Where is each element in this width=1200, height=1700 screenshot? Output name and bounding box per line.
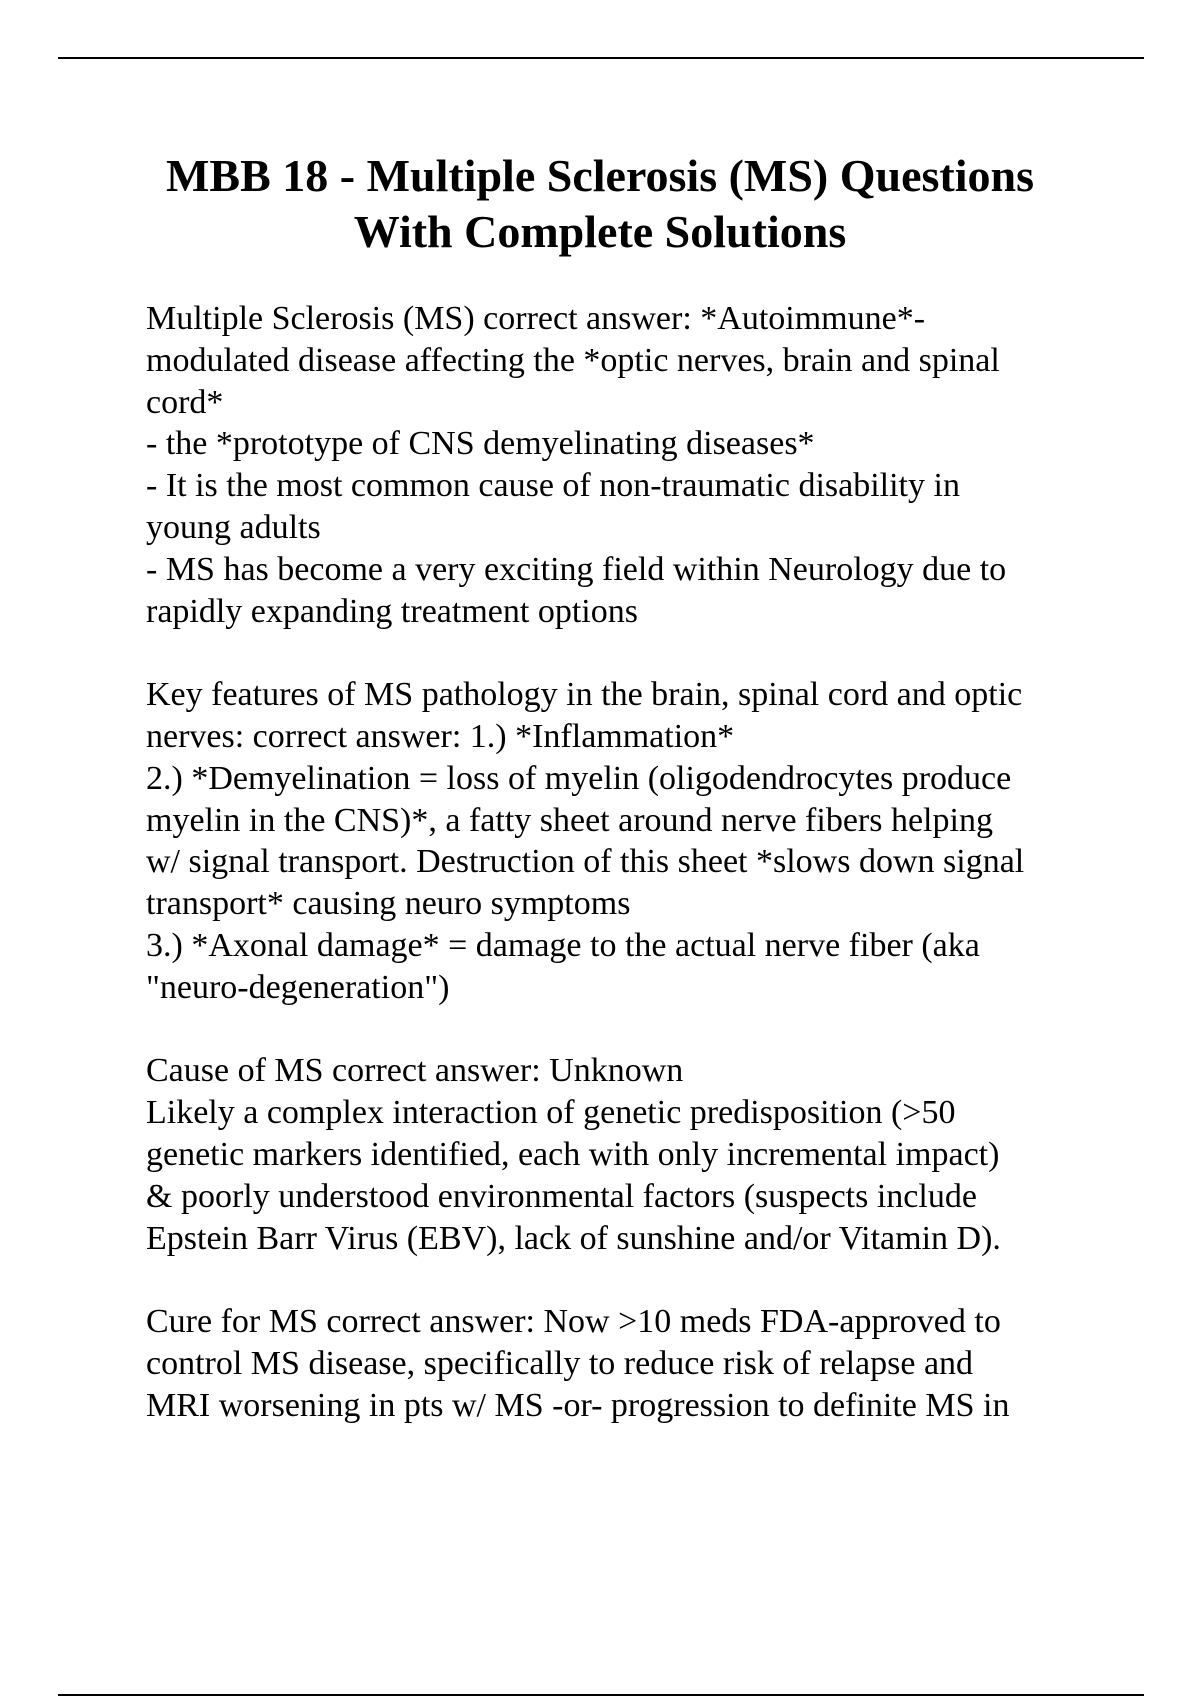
- text-line: control MS disease, specifically to reduce risk of relapse and: [146, 1344, 974, 1382]
- text-line: - MS has become a very exciting field within Neurology due to: [146, 550, 1007, 588]
- qa-entry-multiple-sclerosis: [146, 298, 1096, 632]
- text-line: cord*: [146, 383, 224, 421]
- text-line: myelin in the CNS)*, a fatty sheet around nerve fibers helping: [146, 801, 993, 839]
- qa-entry-key-features: [146, 674, 1096, 1008]
- text-line: genetic markers identified, each with only incremental impact): [146, 1135, 1000, 1173]
- text-line: - the *prototype of CNS demyelinating diseases*: [146, 425, 815, 463]
- text-line: 2.) *Demyelination = loss of myelin (oligodendrocytes produce: [146, 759, 1012, 797]
- text-line: Cause of MS correct answer: Unknown: [146, 1052, 684, 1090]
- text-line: Key features of MS pathology in the brain, spinal cord and optic: [146, 676, 1023, 714]
- text-line: young adults: [146, 508, 321, 546]
- text-line: Cure for MS correct answer: Now >10 meds FDA-approved to: [146, 1303, 1001, 1341]
- document-title: [100, 148, 1100, 260]
- text-line: rapidly expanding treatment options: [146, 592, 638, 630]
- text-line: w/ signal transport. Destruction of this sheet *slows down signal: [146, 843, 1025, 881]
- text-line: Likely a complex interaction of genetic predisposition (>50: [146, 1094, 956, 1132]
- title-line: With Complete Solutions: [353, 206, 847, 257]
- title-line: MBB 18 - Multiple Sclerosis (MS) Questions: [165, 150, 1035, 201]
- text-line: nerves: correct answer: 1.) *Inflammation*: [146, 717, 735, 755]
- text-line: modulated disease affecting the *optic nerves, brain and spinal: [146, 341, 1000, 379]
- text-line: - It is the most common cause of non-traumatic disability in: [146, 467, 960, 505]
- document-body: [146, 298, 1096, 1468]
- top-rule: [58, 57, 1144, 59]
- qa-entry-cause: [146, 1050, 1096, 1259]
- text-line: "neuro-degeneration"): [146, 968, 450, 1006]
- text-line: Epstein Barr Virus (EBV), lack of sunshine and/or Vitamin D).: [146, 1219, 1001, 1257]
- text-line: Multiple Sclerosis (MS) correct answer: *Autoimmune*-: [146, 300, 926, 337]
- bottom-rule: [58, 1694, 1144, 1696]
- text-line: 3.) *Axonal damage* = damage to the actual nerve fiber (aka: [146, 926, 980, 964]
- text-line: & poorly understood environmental factors (suspects include: [146, 1177, 977, 1215]
- qa-entry-cure: [146, 1301, 1096, 1426]
- text-line: MRI worsening in pts w/ MS -or- progression to definite MS in: [146, 1386, 1010, 1424]
- text-line: transport* causing neuro symptoms: [146, 885, 631, 923]
